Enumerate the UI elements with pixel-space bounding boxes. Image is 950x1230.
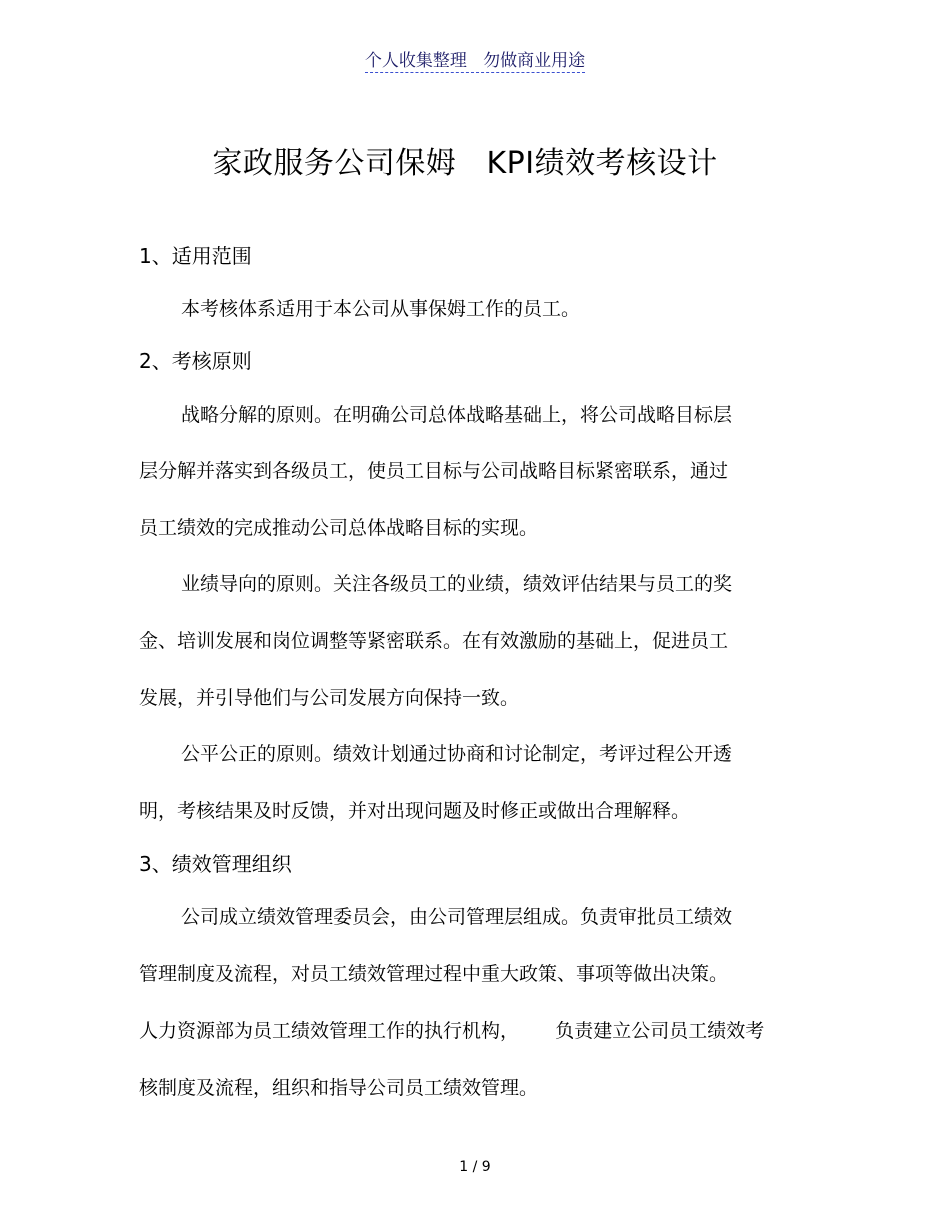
paragraph-line: 发展，并引导他们与公司发展方向保持一致。 <box>139 687 520 709</box>
section-heading: 3、绩效管理组织 <box>139 852 292 876</box>
paragraph-line: 公平公正的原则。绩效计划通过协商和讨论制定，考评过程公开透 <box>181 743 733 765</box>
page-number: 1 / 9 <box>459 1159 491 1175</box>
section-heading: 1、适用范围 <box>139 244 252 268</box>
paragraph-line: 人力资源部为员工绩效管理工作的执行机构， 负责建立公司员工绩效考 <box>139 1020 765 1042</box>
page-header <box>0 46 950 71</box>
section-heading: 2、考核原则 <box>139 349 252 373</box>
paragraph-line: 员工绩效的完成推动公司总体战略目标的实现。 <box>139 517 539 539</box>
paragraph-line: 明，考核结果及时反馈，并对出现问题及时修正或做出合理解释。 <box>139 800 691 822</box>
paragraph-line: 业绩导向的原则。关注各级员工的业绩，绩效评估结果与员工的奖 <box>181 573 733 595</box>
paragraph-line: 管理制度及流程，对员工绩效管理过程中重大政策、事项等做出决策。 <box>139 963 729 985</box>
document-title: 家政服务公司保姆 KPI绩效考核设计 <box>212 146 718 181</box>
paragraph-line: 金、培训发展和岗位调整等紧密联系。在有效激励的基础上，促进员工 <box>139 630 729 652</box>
paragraph-line: 核制度及流程，组织和指导公司员工绩效管理。 <box>139 1077 539 1099</box>
paragraph-line: 本考核体系适用于本公司从事保姆工作的员工。 <box>181 298 581 320</box>
paragraph-line: 战略分解的原则。在明确公司总体战略基础上，将公司战略目标层 <box>181 404 733 426</box>
header-text: 个人收集整理 勿做商业用途 <box>364 51 586 71</box>
paragraph-line: 层分解并落实到各级员工，使员工目标与公司战略目标紧密联系，通过 <box>139 460 729 482</box>
paragraph-line: 公司成立绩效管理委员会，由公司管理层组成。负责审批员工绩效 <box>181 906 733 928</box>
